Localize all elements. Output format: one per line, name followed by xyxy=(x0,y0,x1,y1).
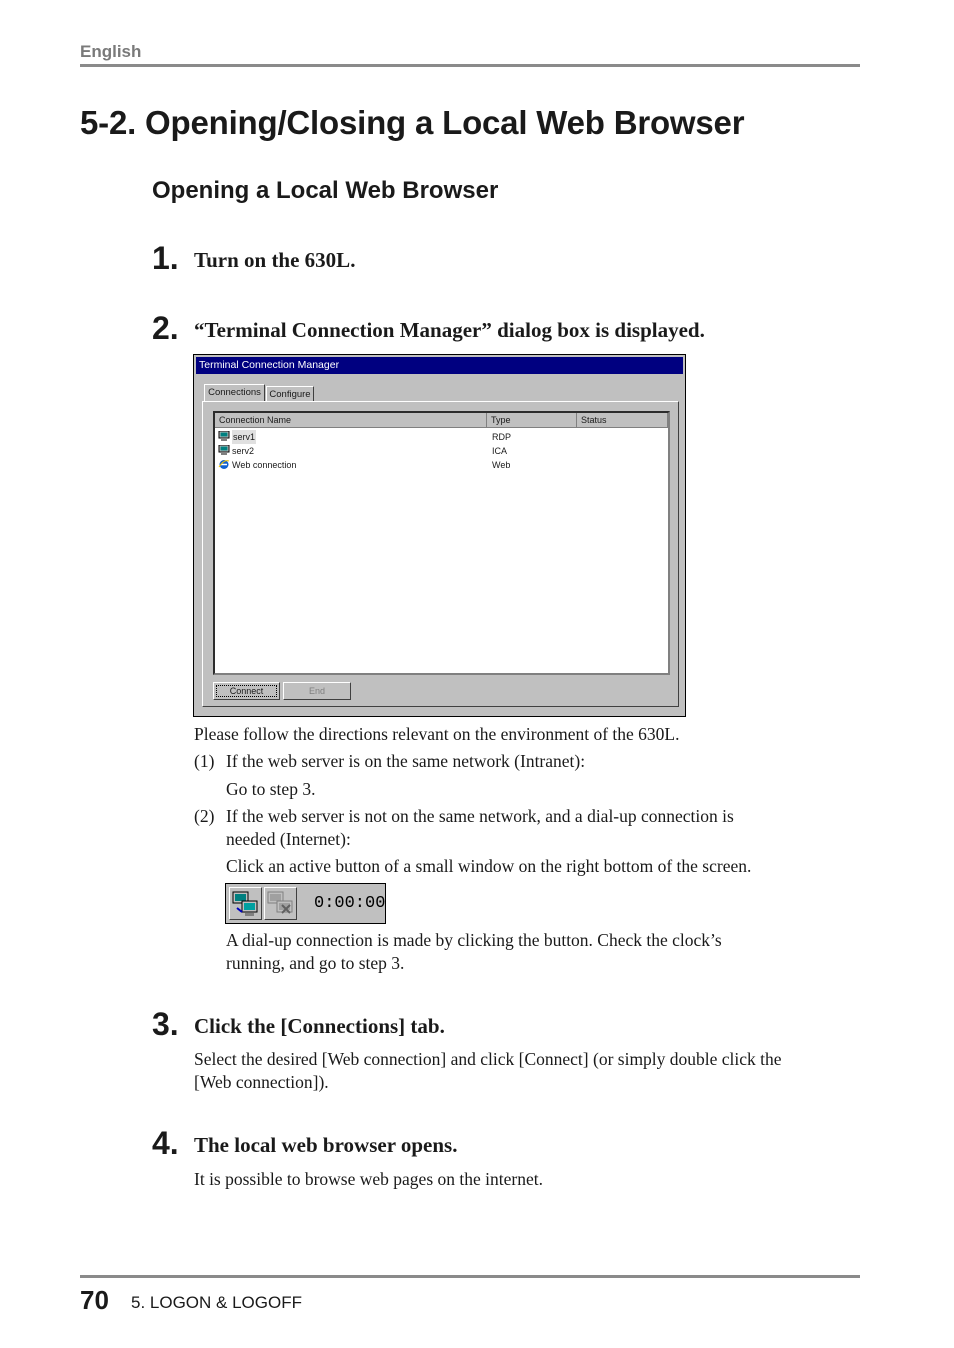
computer-icon xyxy=(218,445,230,456)
step-2-intro: Please follow the directions relevant on the environment of the 630L. xyxy=(194,724,680,744)
dialup-status-window xyxy=(225,883,386,924)
dialup-note-line-2: running, and go to step 3. xyxy=(226,953,405,973)
item-1-text: If the web server is on the same network (Intranet): xyxy=(226,751,586,771)
disconnected-computers-icon xyxy=(265,888,296,919)
step-4-number: 4. xyxy=(152,1125,179,1161)
column-header-type[interactable]: Type xyxy=(487,413,577,428)
step-2-number: 2. xyxy=(152,310,179,346)
step-4-body: It is possible to browse web pages on the internet. xyxy=(194,1169,543,1189)
item-2-text-line-1: If the web server is not on the same network, and a dial-up connection is xyxy=(226,806,734,826)
item-2-number: (2) xyxy=(194,806,215,826)
step-3-body-line-1: Select the desired [Web connection] and click [Connect] (or simply double click the xyxy=(194,1049,782,1069)
ie-globe-icon xyxy=(218,459,230,470)
header-rule xyxy=(80,64,860,67)
item-2-text-line-2: needed (Internet): xyxy=(226,829,351,849)
list-item-serv1[interactable] xyxy=(215,430,668,444)
connection-type: ICA xyxy=(492,446,508,456)
item-2-action: Click an active button of a small window on the right bottom of the screen. xyxy=(226,856,752,876)
step-1-number: 1. xyxy=(152,240,179,276)
item-1-number: (1) xyxy=(194,751,215,771)
column-header-status[interactable]: Status xyxy=(577,413,668,428)
step-2-text: “Terminal Connection Manager” dialog box is displayed. xyxy=(194,318,705,342)
connection-name: serv1 xyxy=(233,432,256,442)
tab-configure[interactable]: Configure xyxy=(266,386,314,401)
list-item-web-connection[interactable] xyxy=(215,458,668,472)
connection-name: Web connection xyxy=(232,460,297,470)
network-computers-icon xyxy=(230,888,261,919)
chapter-label: 5. LOGON & LOGOFF xyxy=(131,1293,302,1312)
list-item-serv2[interactable] xyxy=(215,444,668,458)
end-button[interactable]: End xyxy=(283,682,351,700)
dialog-title-bar: Terminal Connection Manager xyxy=(196,357,683,374)
terminal-connection-manager-dialog xyxy=(193,354,686,717)
connection-type: RDP xyxy=(492,432,512,442)
dialup-connect-button[interactable] xyxy=(229,887,262,920)
dialup-note-line-1: A dial-up connection is made by clicking the button. Check the clock’s xyxy=(226,930,722,950)
step-4-text: The local web browser opens. xyxy=(194,1133,458,1157)
column-header-name[interactable]: Connection Name xyxy=(215,413,487,428)
connection-name: serv2 xyxy=(232,446,255,456)
step-3-body-line-2: [Web connection]). xyxy=(194,1072,329,1092)
connection-type: Web xyxy=(492,460,511,470)
language-label: English xyxy=(80,42,142,61)
computer-icon xyxy=(218,431,230,442)
connection-list[interactable] xyxy=(213,411,670,675)
tab-connections[interactable]: Connections xyxy=(204,384,265,402)
section-title: 5-2. Opening/Closing a Local Web Browser xyxy=(80,104,745,141)
item-1-action: Go to step 3. xyxy=(226,779,316,799)
footer-rule xyxy=(80,1275,860,1278)
dialup-disconnect-button[interactable] xyxy=(264,887,297,920)
connect-button[interactable]: Connect xyxy=(213,682,280,700)
step-3-text: Click the [Connections] tab. xyxy=(194,1014,445,1038)
subsection-title: Opening a Local Web Browser xyxy=(152,177,499,204)
step-3-number: 3. xyxy=(152,1006,179,1042)
connection-timer: 0:00:00 xyxy=(314,894,386,913)
page-number: 70 xyxy=(80,1285,109,1315)
step-1-text: Turn on the 630L. xyxy=(194,248,356,272)
